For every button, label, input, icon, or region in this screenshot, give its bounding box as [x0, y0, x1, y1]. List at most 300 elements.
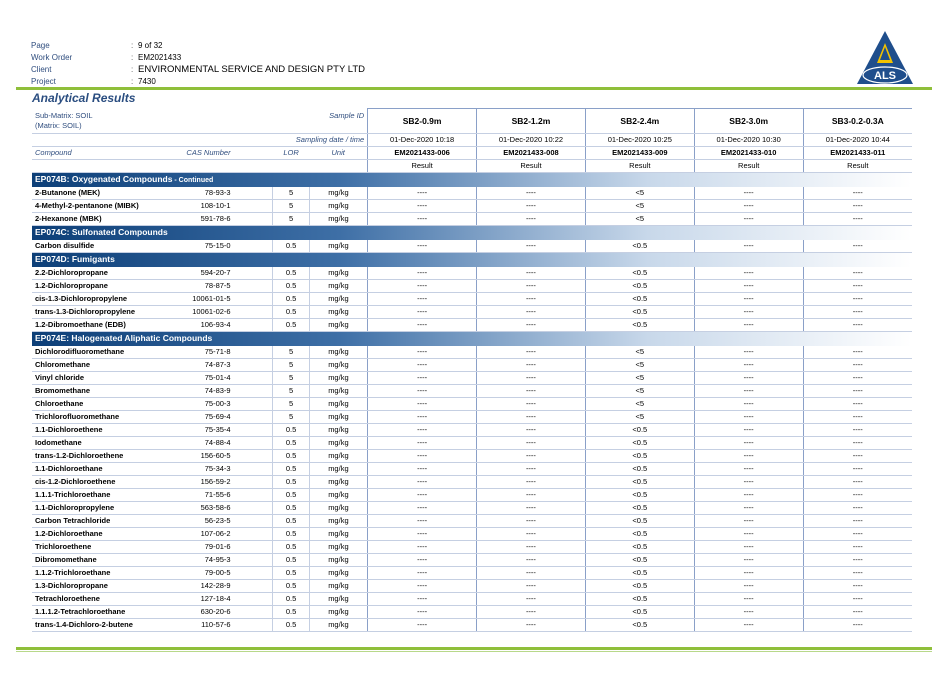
spacer-cell: [234, 528, 273, 541]
result-label: Result: [477, 160, 586, 173]
compound-row: [32, 240, 912, 253]
lor-value: 0.5: [273, 267, 309, 280]
result-value: ----: [368, 385, 477, 398]
result-value: ----: [803, 372, 912, 385]
report-header: Page : 9 of 32 Work Order : EM2021433 Client : ENVIRONMENTAL SERVICE AND DESIGN PTY LTD Project : 7430: [31, 41, 365, 86]
result-value: <5: [585, 213, 694, 226]
group-header-row: [32, 332, 912, 347]
lor-value: 0.5: [273, 541, 309, 554]
compound-cell: [32, 280, 234, 293]
unit-value: mg/kg: [309, 200, 367, 213]
result-value: ----: [803, 411, 912, 424]
result-value: ----: [803, 619, 912, 632]
sampling-date-label: Sampling date / time: [234, 134, 368, 147]
compound-name: Dichlorodifluoromethane: [35, 347, 125, 356]
group-header-row: [32, 253, 912, 268]
compound-cell: [32, 515, 234, 528]
cas-number: 75-35-4: [204, 425, 231, 434]
result-value: ----: [694, 240, 803, 253]
client-label: Client: [31, 65, 52, 74]
result-value: ----: [368, 541, 477, 554]
compound-cell: [32, 187, 234, 200]
result-value: ----: [803, 187, 912, 200]
result-value: ----: [368, 528, 477, 541]
compound-name: Carbon disulfide: [35, 241, 95, 250]
spacer-cell: [234, 541, 273, 554]
compound-cell: [32, 240, 234, 253]
result-label-row: [32, 160, 912, 173]
compound-name: cis-1.2-Dichloroethene: [35, 477, 116, 486]
result-value: ----: [694, 437, 803, 450]
cas-number: 156-59-2: [200, 477, 231, 486]
compound-row: [32, 213, 912, 226]
compound-row: [32, 489, 912, 502]
compound-cell: [32, 319, 234, 332]
result-value: ----: [477, 515, 586, 528]
compound-row: [32, 319, 912, 332]
compound-cell: [32, 411, 234, 424]
result-value: <5: [585, 385, 694, 398]
result-value: ----: [803, 554, 912, 567]
compound-row: [32, 411, 912, 424]
lor-value: 0.5: [273, 240, 309, 253]
compound-row: [32, 200, 912, 213]
spacer-cell: [234, 450, 273, 463]
sampling-date: 01-Dec-2020 10:25: [585, 134, 694, 147]
cas-number: 74-83-9: [204, 386, 231, 395]
compound-name: 1.3-Dichloropropane: [35, 581, 108, 590]
result-value: ----: [694, 593, 803, 606]
matrix-cell: [32, 109, 234, 134]
result-value: ----: [477, 267, 586, 280]
compound-row: [32, 502, 912, 515]
result-value: <0.5: [585, 606, 694, 619]
lor-value: 0.5: [273, 593, 309, 606]
result-value: ----: [694, 606, 803, 619]
result-value: ----: [368, 424, 477, 437]
compound-row: [32, 619, 912, 632]
compound-row: [32, 515, 912, 528]
compound-name: Carbon Tetrachloride: [35, 516, 111, 525]
unit-value: mg/kg: [309, 580, 367, 593]
lor-value: 5: [273, 411, 309, 424]
result-value: <0.5: [585, 293, 694, 306]
result-value: ----: [368, 567, 477, 580]
result-value: <5: [585, 359, 694, 372]
cas-number: 74-95-3: [204, 555, 231, 564]
unit-value: mg/kg: [309, 372, 367, 385]
compound-cell: [32, 372, 234, 385]
compound-row: [32, 385, 912, 398]
compound-name: 1.1-Dichloroethane: [35, 464, 103, 473]
lor-value: 0.5: [273, 619, 309, 632]
unit-value: mg/kg: [309, 319, 367, 332]
compound-row: [32, 476, 912, 489]
unit-value: mg/kg: [309, 306, 367, 319]
result-value: ----: [368, 319, 477, 332]
spacer-cell: [234, 606, 273, 619]
spacer-cell: [234, 187, 273, 200]
spacer-cell: [234, 554, 273, 567]
result-value: <0.5: [585, 489, 694, 502]
result-value: ----: [477, 593, 586, 606]
result-value: ----: [368, 593, 477, 606]
result-value: ----: [368, 411, 477, 424]
compound-cell: [32, 200, 234, 213]
unit-value: mg/kg: [309, 398, 367, 411]
result-value: ----: [368, 580, 477, 593]
compound-name: 2-Hexanone (MBK): [35, 214, 102, 223]
cas-number: 71-55-6: [204, 490, 231, 499]
result-value: ----: [368, 240, 477, 253]
unit-value: mg/kg: [309, 502, 367, 515]
result-value: ----: [477, 346, 586, 359]
result-value: ----: [694, 306, 803, 319]
result-value: ----: [694, 567, 803, 580]
cas-number: 106-93-4: [200, 320, 231, 329]
compound-name: Tetrachloroethene: [35, 594, 100, 603]
spacer-cell: [234, 619, 273, 632]
sample-id: SB2-3.0m: [694, 109, 803, 134]
page-value: 9 of 32: [138, 41, 163, 50]
spacer-cell: [234, 463, 273, 476]
cas-number: 594-20-7: [200, 268, 231, 277]
spacer-cell: [234, 293, 273, 306]
header-divider: [16, 87, 932, 90]
lor-value: 0.5: [273, 424, 309, 437]
cas-number: 79-01-6: [204, 542, 231, 551]
lab-id: EM2021433-008: [477, 147, 586, 160]
result-value: ----: [803, 567, 912, 580]
compound-name: 1.2-Dichloroethane: [35, 529, 103, 538]
result-value: ----: [694, 619, 803, 632]
result-value: ----: [694, 541, 803, 554]
result-value: ----: [368, 463, 477, 476]
result-value: <0.5: [585, 319, 694, 332]
compound-name: 4-Methyl-2-pentanone (MIBK): [35, 201, 139, 210]
result-value: ----: [477, 567, 586, 580]
result-value: <0.5: [585, 502, 694, 515]
spacer-cell: [234, 476, 273, 489]
result-value: ----: [477, 450, 586, 463]
sampling-date: 01-Dec-2020 10:30: [694, 134, 803, 147]
result-value: ----: [477, 554, 586, 567]
result-value: ----: [694, 346, 803, 359]
compound-cell: [32, 385, 234, 398]
lor-value: 5: [273, 359, 309, 372]
compound-name: 1.1.1.2-Tetrachloroethane: [35, 607, 126, 616]
compound-row: [32, 567, 912, 580]
result-value: ----: [368, 306, 477, 319]
result-value: ----: [803, 528, 912, 541]
spacer-cell: [234, 411, 273, 424]
compound-row: [32, 280, 912, 293]
result-value: ----: [694, 359, 803, 372]
cas-number: 74-87-3: [204, 360, 231, 369]
result-value: <0.5: [585, 306, 694, 319]
group-header-cell: [32, 173, 912, 188]
unit-value: mg/kg: [309, 528, 367, 541]
result-value: ----: [694, 213, 803, 226]
unit-value: mg/kg: [309, 424, 367, 437]
compound-cell: [32, 489, 234, 502]
column-header-row: [32, 147, 912, 160]
lor-value: 5: [273, 346, 309, 359]
sampling-date: 01-Dec-2020 10:44: [803, 134, 912, 147]
lor-value: 5: [273, 385, 309, 398]
result-value: ----: [477, 437, 586, 450]
result-value: ----: [368, 187, 477, 200]
compound-name: 2-Butanone (MEK): [35, 188, 100, 197]
group-suffix: - Continued: [172, 177, 214, 184]
cas-number: 74-88-4: [204, 438, 231, 447]
spacer-cell: [234, 489, 273, 502]
result-value: ----: [368, 267, 477, 280]
client-value: ENVIRONMENTAL SERVICE AND DESIGN PTY LTD: [138, 64, 365, 75]
lor-value: 0.5: [273, 319, 309, 332]
compound-row: [32, 528, 912, 541]
spacer-cell: [234, 385, 273, 398]
compound-row: [32, 580, 912, 593]
spacer-cell: [234, 437, 273, 450]
cas-header: CAS Number: [186, 148, 231, 157]
result-value: ----: [368, 213, 477, 226]
spacer-cell: [234, 398, 273, 411]
result-value: ----: [803, 424, 912, 437]
result-value: ----: [694, 580, 803, 593]
compound-name: trans-1.3-Dichloropropylene: [35, 307, 136, 316]
compound-cell: [32, 567, 234, 580]
result-value: <5: [585, 372, 694, 385]
compound-cell: [32, 306, 234, 319]
compound-name: 2.2-Dichloropropane: [35, 268, 108, 277]
result-value: ----: [694, 385, 803, 398]
result-value: ----: [803, 398, 912, 411]
compound-cell: [32, 619, 234, 632]
result-value: <0.5: [585, 619, 694, 632]
sample-id: SB3-0.2-0.3A: [803, 109, 912, 134]
compound-row: [32, 463, 912, 476]
cas-number: 107-06-2: [200, 529, 231, 538]
result-value: <0.5: [585, 437, 694, 450]
result-value: ----: [694, 502, 803, 515]
compound-name: 1.1.1-Trichloroethane: [35, 490, 111, 499]
lab-id: EM2021433-009: [585, 147, 694, 160]
unit-value: mg/kg: [309, 567, 367, 580]
result-value: ----: [694, 319, 803, 332]
compound-row: [32, 437, 912, 450]
result-value: ----: [477, 280, 586, 293]
project-label: Project: [31, 77, 56, 86]
compound-row: [32, 293, 912, 306]
result-value: ----: [803, 359, 912, 372]
footer-divider-light: [16, 651, 932, 652]
result-value: ----: [803, 515, 912, 528]
spacer-cell: [234, 319, 273, 332]
cas-number: 75-00-3: [204, 399, 231, 408]
compound-cell: [32, 450, 234, 463]
unit-value: mg/kg: [309, 385, 367, 398]
result-value: <5: [585, 411, 694, 424]
compound-cell: [32, 346, 234, 359]
result-value: ----: [477, 580, 586, 593]
result-value: ----: [477, 306, 586, 319]
spacer-cell: [234, 424, 273, 437]
sample-id: SB2-0.9m: [368, 109, 477, 134]
result-value: ----: [694, 398, 803, 411]
result-value: ----: [368, 554, 477, 567]
spacer-cell: [234, 567, 273, 580]
result-value: ----: [803, 476, 912, 489]
result-value: ----: [694, 293, 803, 306]
compound-row: [32, 187, 912, 200]
result-value: ----: [694, 280, 803, 293]
sample-id: SB2-2.4m: [585, 109, 694, 134]
result-value: ----: [368, 476, 477, 489]
compound-cell: [32, 528, 234, 541]
compound-name: Bromomethane: [35, 386, 91, 395]
result-value: <0.5: [585, 240, 694, 253]
lor-value: 0.5: [273, 515, 309, 528]
result-value: ----: [368, 280, 477, 293]
spacer-cell: [234, 200, 273, 213]
lab-id: EM2021433-010: [694, 147, 803, 160]
unit-value: mg/kg: [309, 187, 367, 200]
compound-row: [32, 424, 912, 437]
compound-row: [32, 398, 912, 411]
spacer-cell: [234, 267, 273, 280]
compound-cell: [32, 398, 234, 411]
footer-divider: [16, 647, 932, 650]
result-value: ----: [803, 580, 912, 593]
lor-value: 0.5: [273, 580, 309, 593]
result-value: ----: [477, 424, 586, 437]
group-header-row: [32, 173, 912, 188]
result-value: ----: [694, 372, 803, 385]
result-label: Result: [585, 160, 694, 173]
compound-row: [32, 359, 912, 372]
result-value: ----: [368, 346, 477, 359]
result-value: <5: [585, 398, 694, 411]
result-value: ----: [694, 554, 803, 567]
result-value: <0.5: [585, 580, 694, 593]
compound-name: 1.2-Dichloropropane: [35, 281, 108, 290]
unit-value: mg/kg: [309, 346, 367, 359]
compound-name: trans-1.2-Dichloroethene: [35, 451, 124, 460]
result-value: <0.5: [585, 515, 694, 528]
compound-name: cis-1.3-Dichloropropylene: [35, 294, 128, 303]
cas-number: 75-71-8: [204, 347, 231, 356]
cas-number: 75-15-0: [204, 241, 231, 250]
lor-value: 0.5: [273, 567, 309, 580]
cas-number: 79-00-5: [204, 568, 231, 577]
compound-row: [32, 541, 912, 554]
result-value: ----: [477, 476, 586, 489]
lor-value: 0.5: [273, 306, 309, 319]
result-value: ----: [694, 489, 803, 502]
lor-header: LOR: [273, 147, 309, 160]
result-value: <0.5: [585, 528, 694, 541]
result-value: ----: [803, 280, 912, 293]
unit-value: mg/kg: [309, 280, 367, 293]
result-value: ----: [477, 502, 586, 515]
compound-cell: [32, 476, 234, 489]
compound-name: 1.2-Dibromoethane (EDB): [35, 320, 126, 329]
unit-value: mg/kg: [309, 293, 367, 306]
cas-number: 10061-01-5: [192, 294, 231, 303]
compound-row: [32, 372, 912, 385]
compound-cell: [32, 502, 234, 515]
compound-row: [32, 554, 912, 567]
sample-id: SB2-1.2m: [477, 109, 586, 134]
lor-value: 0.5: [273, 489, 309, 502]
spacer-cell: [234, 580, 273, 593]
result-value: ----: [803, 213, 912, 226]
spacer-cell: [234, 515, 273, 528]
spacer-cell: [234, 213, 273, 226]
result-value: ----: [477, 200, 586, 213]
compound-cell: [32, 541, 234, 554]
result-value: ----: [368, 502, 477, 515]
compound-cell: [32, 593, 234, 606]
group-header-row: [32, 226, 912, 241]
spacer-cell: [234, 306, 273, 319]
unit-value: mg/kg: [309, 359, 367, 372]
result-value: ----: [477, 359, 586, 372]
result-value: ----: [368, 359, 477, 372]
result-value: ----: [368, 398, 477, 411]
compound-cell: [32, 437, 234, 450]
result-value: ----: [477, 187, 586, 200]
result-value: <0.5: [585, 593, 694, 606]
result-value: ----: [803, 306, 912, 319]
result-value: ----: [368, 619, 477, 632]
lor-value: 5: [273, 200, 309, 213]
compound-header-cell: [32, 147, 234, 160]
unit-value: mg/kg: [309, 489, 367, 502]
cas-number: 75-01-4: [204, 373, 231, 382]
compound-name: Dibromomethane: [35, 555, 97, 564]
unit-value: mg/kg: [309, 437, 367, 450]
result-value: ----: [803, 502, 912, 515]
lor-value: 5: [273, 187, 309, 200]
compound-cell: [32, 606, 234, 619]
group-title: EP074D: Fumigants: [35, 254, 115, 264]
result-value: ----: [694, 528, 803, 541]
result-value: <0.5: [585, 280, 694, 293]
result-value: ----: [477, 528, 586, 541]
compound-row: [32, 267, 912, 280]
result-value: ----: [368, 293, 477, 306]
compound-cell: [32, 213, 234, 226]
unit-header: Unit: [309, 147, 367, 160]
blank-cell: [32, 134, 234, 147]
spacer-cell: [234, 593, 273, 606]
lor-value: 0.5: [273, 502, 309, 515]
lor-value: 0.5: [273, 606, 309, 619]
result-value: <5: [585, 200, 694, 213]
lor-value: 5: [273, 213, 309, 226]
compound-name: 1.1.2-Trichloroethane: [35, 568, 111, 577]
unit-value: mg/kg: [309, 541, 367, 554]
results-table: [32, 108, 912, 632]
spacer-cell: [234, 147, 273, 160]
compound-name: 1.1-Dichloropropylene: [35, 503, 115, 512]
unit-value: mg/kg: [309, 213, 367, 226]
compound-name: Iodomethane: [35, 438, 82, 447]
cas-number: 108-10-1: [200, 201, 231, 210]
compound-cell: [32, 359, 234, 372]
